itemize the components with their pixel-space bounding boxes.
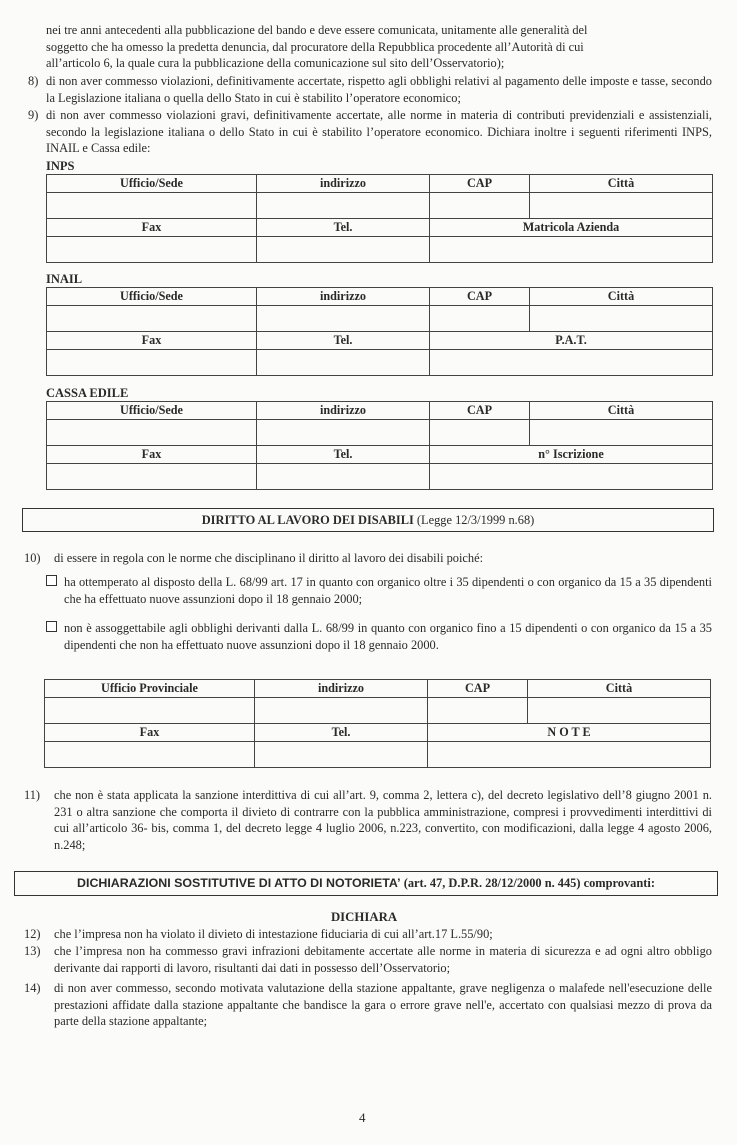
inps-header-tel: Tel. xyxy=(257,219,430,237)
inail-tel-field[interactable] xyxy=(257,350,430,376)
prov-citta-field[interactable] xyxy=(528,698,711,724)
inail-header-indirizzo: indirizzo xyxy=(257,288,430,306)
disabili-title: DIRITTO AL LAVORO DEI DISABILI xyxy=(201,513,414,527)
disabili-section-header xyxy=(22,508,714,532)
inail-header-ufficio: Ufficio/Sede xyxy=(47,288,257,306)
cassa-header-iscrizione: n° Iscrizione xyxy=(430,446,713,464)
inail-header-cap: CAP xyxy=(430,288,530,306)
cassa-header-ufficio: Ufficio/Sede xyxy=(47,402,257,420)
prov-header-tel: Tel. xyxy=(255,724,428,742)
inps-label: INPS xyxy=(46,159,75,173)
inps-header-indirizzo: indirizzo xyxy=(257,175,430,193)
inail-fax-field[interactable] xyxy=(47,350,257,376)
page-number: 4 xyxy=(359,1110,366,1125)
cassa-header-citta: Città xyxy=(530,402,713,420)
dichiara-heading: DICHIARA xyxy=(330,910,398,924)
inps-fax-field[interactable] xyxy=(47,237,257,263)
intro-line-3: all’articolo 6, la quale cura la pubblicazione della comunicazione sul sito dell’Osservatorio); xyxy=(46,56,505,70)
inail-ufficio-field[interactable] xyxy=(47,306,257,332)
notorieta-title: DICHIARAZIONI SOSTITUTIVE DI ATTO DI NOTORIETA’ xyxy=(77,876,401,890)
prov-cap-field[interactable] xyxy=(428,698,528,724)
item-14-text: di non aver commesso, secondo motivata valutazione della stazione appaltante, grave negligenza o malafede nell'esecuzione delle prestazioni affidate dalla stazione appaltante che bandisce la gara o errore grave nell'e, accertato con qualsiasi mezzo di prova da parte della stazione appaltante; xyxy=(54,981,712,1028)
inps-ufficio-field[interactable] xyxy=(47,193,257,219)
item-13-number: 13) xyxy=(24,944,41,958)
cassa-citta-field[interactable] xyxy=(530,420,713,446)
inail-header-tel: Tel. xyxy=(257,332,430,350)
prov-header-note: N O T E xyxy=(428,724,711,742)
cassa-edile-table xyxy=(46,401,713,490)
notorieta-section-header xyxy=(14,871,718,896)
cassa-ufficio-field[interactable] xyxy=(47,420,257,446)
cassa-header-cap: CAP xyxy=(430,402,530,420)
prov-header-fax: Fax xyxy=(45,724,255,742)
option-2-text xyxy=(64,620,712,653)
inps-matricola-field[interactable] xyxy=(430,237,713,263)
inps-table xyxy=(46,174,713,263)
item-10-text: di essere in regola con le norme che disciplinano il diritto al lavoro dei disabili poiché: xyxy=(54,551,484,565)
prov-indirizzo-field[interactable] xyxy=(255,698,428,724)
prov-header-cap: CAP xyxy=(428,680,528,698)
cassa-edile-label: CASSA EDILE xyxy=(46,386,129,400)
intro-paragraph xyxy=(46,22,712,72)
cassa-fax-field[interactable] xyxy=(47,464,257,490)
cassa-header-fax: Fax xyxy=(47,446,257,464)
option-2-checkbox[interactable] xyxy=(46,621,57,632)
item-9-text: di non aver commesso violazioni gravi, definitivamente accertate, alle norme in materia di contributi previdenziali e assistenziali, secondo la legislazione italiana o dello Stato in cui è stabilito l’operatore economico. Dichiara inoltre i seguenti riferimenti INPS, INAIL e Cassa edile: xyxy=(46,108,712,155)
prov-header-citta: Città xyxy=(528,680,711,698)
item-8-number: 8) xyxy=(28,74,39,88)
inail-cap-field[interactable] xyxy=(430,306,530,332)
prov-ufficio-field[interactable] xyxy=(45,698,255,724)
prov-header-ufficio: Ufficio Provinciale xyxy=(45,680,255,698)
ufficio-provinciale-table xyxy=(44,679,711,768)
inail-citta-field[interactable] xyxy=(530,306,713,332)
inps-indirizzo-field[interactable] xyxy=(257,193,430,219)
cassa-header-indirizzo: indirizzo xyxy=(257,402,430,420)
item-8-text: di non aver commesso violazioni, definitivamente accertate, rispetto agli obblighi relativi al pagamento delle imposte e tasse, secondo la Legislazione italiana o quella dello Stato in cui è stabilito l’operatore economico; xyxy=(46,74,712,105)
item-9-number: 9) xyxy=(28,108,39,122)
option-1-checkbox[interactable] xyxy=(46,575,57,586)
prov-header-indirizzo: indirizzo xyxy=(255,680,428,698)
inail-indirizzo-field[interactable] xyxy=(257,306,430,332)
option-2-label: non è assoggettabile agli obblighi derivanti dalla L. 68/99 in quanto con organico fino a 15 dipendenti o con organico da 15 a 35 dipendenti che non ha effettuato nuove assunzioni dopo il 18 gennaio 2000. xyxy=(64,621,712,652)
cassa-indirizzo-field[interactable] xyxy=(257,420,430,446)
item-13-text: che l’impresa non ha commesso gravi infrazioni debitamente accertate alle norme in materia di sicurezza e ad ogni altro obbligo derivante dai rapporti di lavoro, risultanti dai dati in possesso dell’Osservatorio; xyxy=(54,944,712,975)
item-12-text: che l’impresa non ha violato il divieto di intestazione fiduciaria di cui all’art.17 L.55/90; xyxy=(54,927,493,941)
inail-header-fax: Fax xyxy=(47,332,257,350)
item-11-number: 11) xyxy=(24,788,41,802)
item-11-text: che non è stata applicata la sanzione interdittiva di cui all’art. 9, comma 2, lettera c), del decreto legislativo dell’8 giugno 2001 n. 231 o altra sanzione che comporta il divieto di contrarre con la pubblica amministrazione, compresi i provvedimenti interdittivi di cui all’articolo 36- bis, comma 1, del decreto legge 4 luglio 2006, n.223, convertito, con modificazioni, dalla legge 4 agosto 2006, n.248; xyxy=(54,788,712,852)
notorieta-ref: (art. 47, D.P.R. 28/12/2000 n. 445) comprovanti: xyxy=(403,876,655,890)
inail-table xyxy=(46,287,713,376)
cassa-cap-field[interactable] xyxy=(430,420,530,446)
prov-tel-field[interactable] xyxy=(255,742,428,768)
intro-line-1: nei tre anni antecedenti alla pubblicazione del bando e deve essere comunicata, unitamente alle generalità del xyxy=(46,23,588,37)
cassa-tel-field[interactable] xyxy=(257,464,430,490)
inail-pat-field[interactable] xyxy=(430,350,713,376)
inps-header-citta: Città xyxy=(530,175,713,193)
option-1-text xyxy=(64,574,712,607)
inps-header-cap: CAP xyxy=(430,175,530,193)
disabili-law-ref: (Legge 12/3/1999 n.68) xyxy=(416,513,535,527)
item-14-number: 14) xyxy=(24,981,41,995)
option-1-label: ha ottemperato al disposto della L. 68/99 art. 17 in quanto con organico oltre i 35 dipendenti o con organico da 15 a 35 dipendenti che ha effettuato nuove assunzioni dopo il 18 gennaio 2000; xyxy=(64,575,712,606)
inail-header-pat: P.A.T. xyxy=(430,332,713,350)
inail-label: INAIL xyxy=(46,272,83,286)
item-12-number: 12) xyxy=(24,927,41,941)
inps-header-ufficio: Ufficio/Sede xyxy=(47,175,257,193)
prov-fax-field[interactable] xyxy=(45,742,255,768)
cassa-iscrizione-field[interactable] xyxy=(430,464,713,490)
inps-tel-field[interactable] xyxy=(257,237,430,263)
item-10-number: 10) xyxy=(24,551,41,565)
inps-citta-field[interactable] xyxy=(530,193,713,219)
inps-header-matricola: Matricola Azienda xyxy=(430,219,713,237)
inps-header-fax: Fax xyxy=(47,219,257,237)
intro-line-2: soggetto che ha omesso la predetta denuncia, dal procuratore della Repubblica procedente all’Autorità di cui xyxy=(46,39,584,54)
cassa-header-tel: Tel. xyxy=(257,446,430,464)
inail-header-citta: Città xyxy=(530,288,713,306)
inps-cap-field[interactable] xyxy=(430,193,530,219)
prov-note-field[interactable] xyxy=(428,742,711,768)
